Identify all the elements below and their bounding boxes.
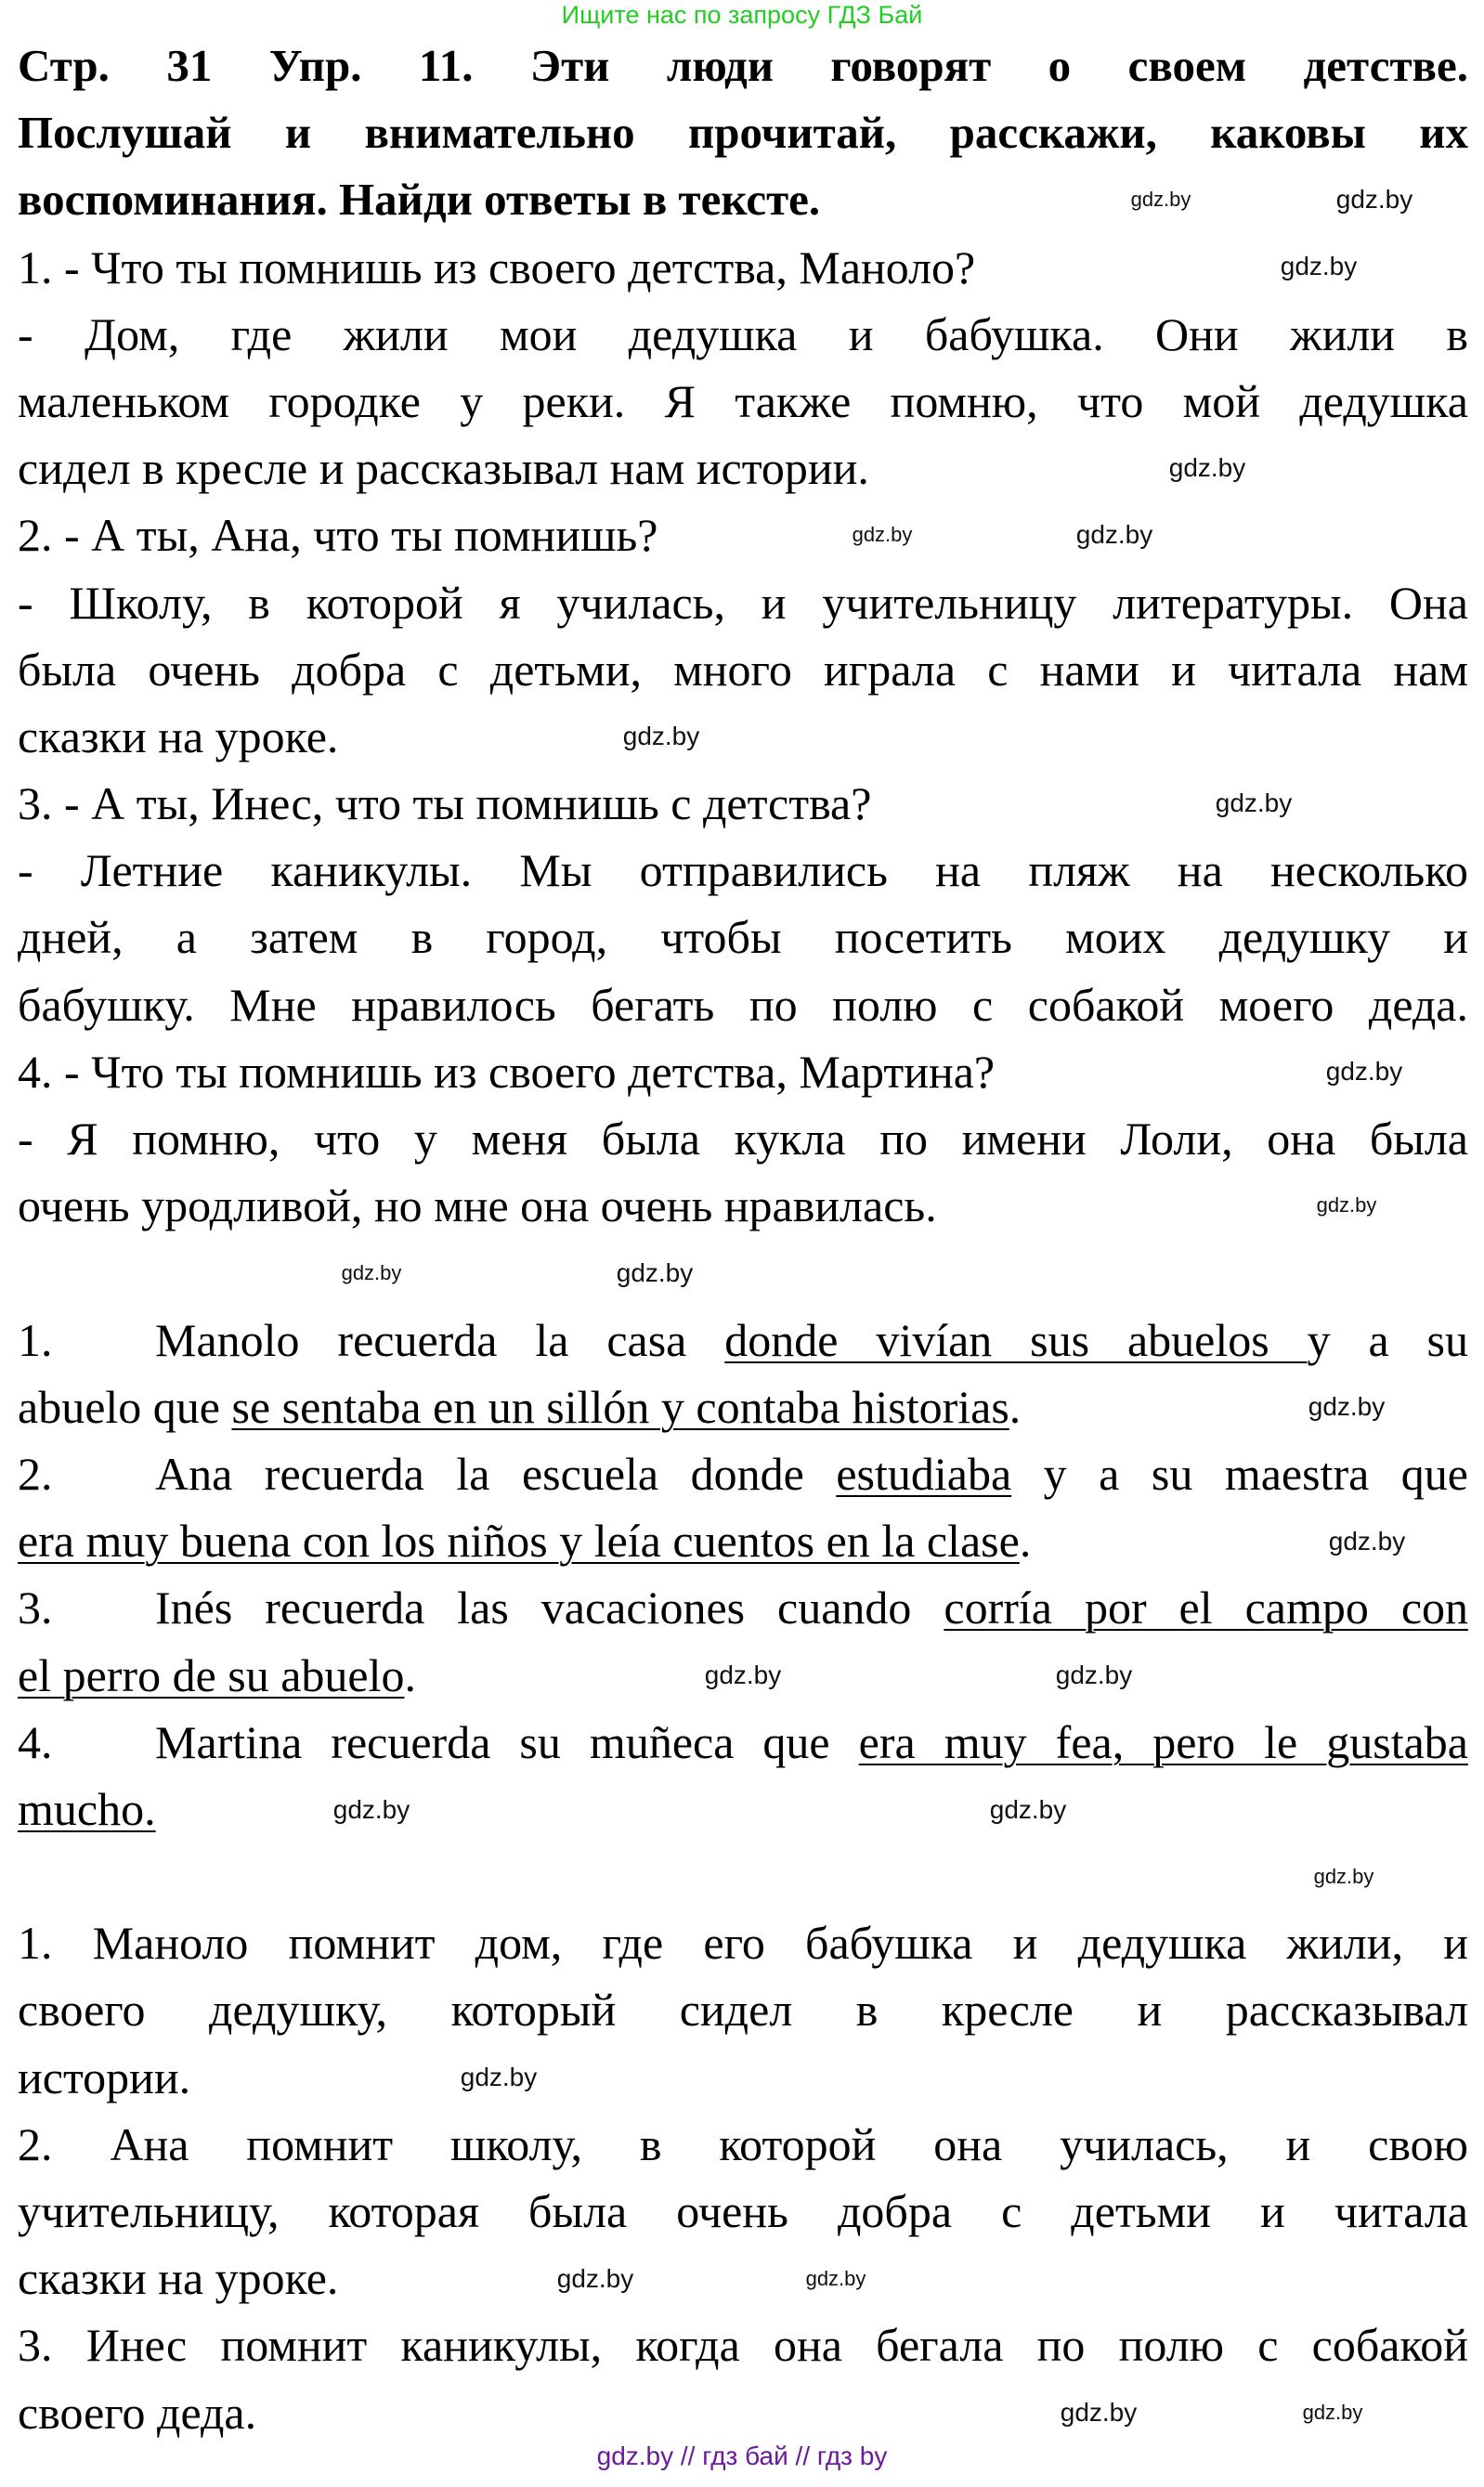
text-segment: дней, а затем в город, чтобы посетить моих дедушку и [18, 911, 1468, 964]
underlined-answer: era muy fea, pero le gustaba [858, 1715, 1468, 1768]
text-segment: - Летние каникулы. Мы отправились на пляж на несколько [18, 844, 1468, 897]
blank-line [18, 1842, 1468, 1909]
text-line [18, 1440, 1468, 1507]
text-line [18, 971, 1468, 1038]
text-line [18, 1507, 1468, 1574]
text-segment: 2. - А ты, Ана, что ты помнишь? [18, 509, 658, 562]
text-segment: своего дедушку, который сидел в кресле и рассказывал [18, 1984, 1468, 2037]
text-line [18, 301, 1468, 368]
watermark: gdz.by [1055, 1660, 1133, 1689]
text-segment: - Школу, в которой я училась, и учительницу литературы. Она [18, 576, 1468, 629]
text-segment: сказки на уроке. [18, 710, 339, 762]
text-line [18, 569, 1468, 636]
watermark: gdz.by [1328, 1527, 1406, 1556]
text-segment: 4. - Что ты помнишь из своего детства, Мартина? [18, 1045, 996, 1098]
text-line [18, 2044, 1468, 2111]
text-line [18, 703, 1468, 770]
item-number: 1. [18, 1313, 53, 1366]
item-number: 3. [18, 1582, 53, 1634]
watermark: gdz.by [341, 1261, 402, 1284]
underlined-answer: se sentaba en un sillón y contaba historias [231, 1380, 1009, 1433]
underlined-answer: era muy buena con los niños y leía cuentos en la clase [18, 1515, 1020, 1568]
text-line [18, 2111, 1468, 2178]
document-body [18, 33, 1468, 2446]
text-segment: 2. Ана помнит школу, в которой она училась, и свою [18, 2117, 1468, 2170]
text-segment: - Дом, где жили мои дедушка и бабушка. Они жили в [18, 307, 1468, 360]
text-segment: y a su [1307, 1313, 1468, 1366]
text-line [18, 435, 1468, 501]
text-segment: сидел в кресле и рассказывал нам истории. [18, 442, 869, 495]
text-segment: Ana recuerda la escuela donde [155, 1447, 837, 1500]
underlined-answer: estudiaba [836, 1447, 1012, 1500]
text-segment: . [1019, 1515, 1032, 1568]
watermark: gdz.by [1316, 1193, 1377, 1217]
text-segment: Manolo recuerda la casa [155, 1313, 725, 1366]
watermark: gdz.by [1130, 188, 1191, 211]
exercise-title-line [18, 99, 1468, 166]
watermark: gdz.by [1215, 788, 1293, 817]
text-segment: бабушку. Мне нравилось бегать по полю с собакой моего деда. [18, 978, 1468, 1031]
watermark: gdz.by [460, 2063, 538, 2091]
watermark: gdz.by [622, 722, 700, 750]
underlined-answer: mucho. [18, 1782, 156, 1835]
text-line [18, 837, 1468, 904]
text-line [18, 1105, 1468, 1172]
search-banner: Ищите нас по запросу ГДЗ Бай [561, 1, 923, 29]
text-line [18, 2245, 1468, 2311]
text-segment: маленьком городке у реки. Я также помню, что мой дедушка [18, 374, 1468, 427]
item-number: 4. [18, 1715, 53, 1768]
text-segment: воспоминания. Найди ответы в тексте. [18, 174, 821, 226]
item-number: 2. [18, 1447, 53, 1500]
underlined-answer: corría por el campo con [944, 1582, 1468, 1634]
text-line [18, 1709, 1468, 1776]
watermark: gdz.by [704, 1660, 782, 1689]
text-line [18, 1976, 1468, 2043]
watermark: gdz.by [332, 1795, 410, 1824]
text-segment: Martina recuerda su muñeca que [155, 1715, 859, 1768]
exercise-title-line [18, 166, 1468, 233]
watermark: gdz.by [616, 1258, 694, 1287]
text-line [18, 1038, 1468, 1105]
text-segment: 3. - А ты, Инес, что ты помнишь с детства? [18, 777, 872, 830]
text-segment: своего деда. [18, 2386, 257, 2439]
text-segment: 1. - Что ты помнишь из своего детства, Маноло? [18, 241, 976, 293]
watermark: gdz.by [1075, 520, 1153, 549]
watermark: gdz.by [556, 2264, 634, 2293]
watermark: gdz.by [852, 523, 913, 546]
text-segment: очень уродливой, но мне она очень нравилась. [18, 1179, 937, 1232]
text-segment: abuelo que [18, 1380, 232, 1433]
text-line [18, 2178, 1468, 2245]
text-segment: была очень добра с детьми, много играла с нами и читала нам [18, 643, 1468, 696]
text-line [18, 2311, 1468, 2378]
watermark: gdz.by [1325, 1057, 1403, 1086]
text-line [18, 2379, 1468, 2446]
text-line [18, 904, 1468, 970]
watermark: gdz.by [1313, 1865, 1374, 1888]
text-line [18, 1776, 1468, 1842]
text-segment: Inés recuerda las vacaciones cuando [155, 1582, 944, 1634]
blank-line [18, 1239, 1468, 1306]
watermark: gdz.by [1308, 1392, 1386, 1421]
text-segment: . [404, 1648, 417, 1701]
text-line [18, 1307, 1468, 1374]
text-line [18, 1574, 1468, 1641]
text-line [18, 501, 1468, 568]
text-segment: Стр. 31 Упр. 11. Эти люди говорят о своем детстве. [18, 40, 1468, 91]
watermark: gdz.by [1168, 453, 1246, 482]
watermark: gdz.by [1302, 2401, 1363, 2424]
text-segment: 3. Инес помнит каникулы, когда она бегала по полю с собакой [18, 2319, 1468, 2372]
text-segment: - Я помню, что у меня была кукла по имени Лоли, она была [18, 1113, 1468, 1165]
text-segment: истории. [18, 2051, 191, 2103]
text-line [18, 636, 1468, 703]
exercise-title-line [18, 33, 1468, 99]
watermark: gdz.by [1335, 185, 1413, 214]
text-line [18, 1374, 1468, 1440]
text-line [18, 1172, 1468, 1239]
text-segment: Послушай и внимательно прочитай, расскажи, каковы их [18, 107, 1468, 159]
text-segment: сказки на уроке. [18, 2252, 339, 2305]
text-line [18, 234, 1468, 301]
underlined-answer: donde vivían sus abuelos [724, 1313, 1308, 1366]
text-line [18, 368, 1468, 435]
text-line [18, 1909, 1468, 1976]
watermark: gdz.by [1060, 2398, 1138, 2427]
watermark: gdz.by [1280, 252, 1358, 280]
text-segment: . [1009, 1380, 1022, 1433]
text-segment: учительницу, которая была очень добра с детьми и читала [18, 2185, 1468, 2237]
text-segment: 1. Маноло помнит дом, где его бабушка и дедушка жили, и [18, 1917, 1468, 1970]
underlined-answer: el perro de su abuelo [18, 1648, 405, 1701]
watermark: gdz.by [805, 2267, 866, 2290]
text-segment: y a su maestra que [1011, 1447, 1468, 1500]
watermark: gdz.by [989, 1795, 1067, 1824]
footer-links: gdz.by // гдз бай // гдз by [596, 2441, 888, 2470]
